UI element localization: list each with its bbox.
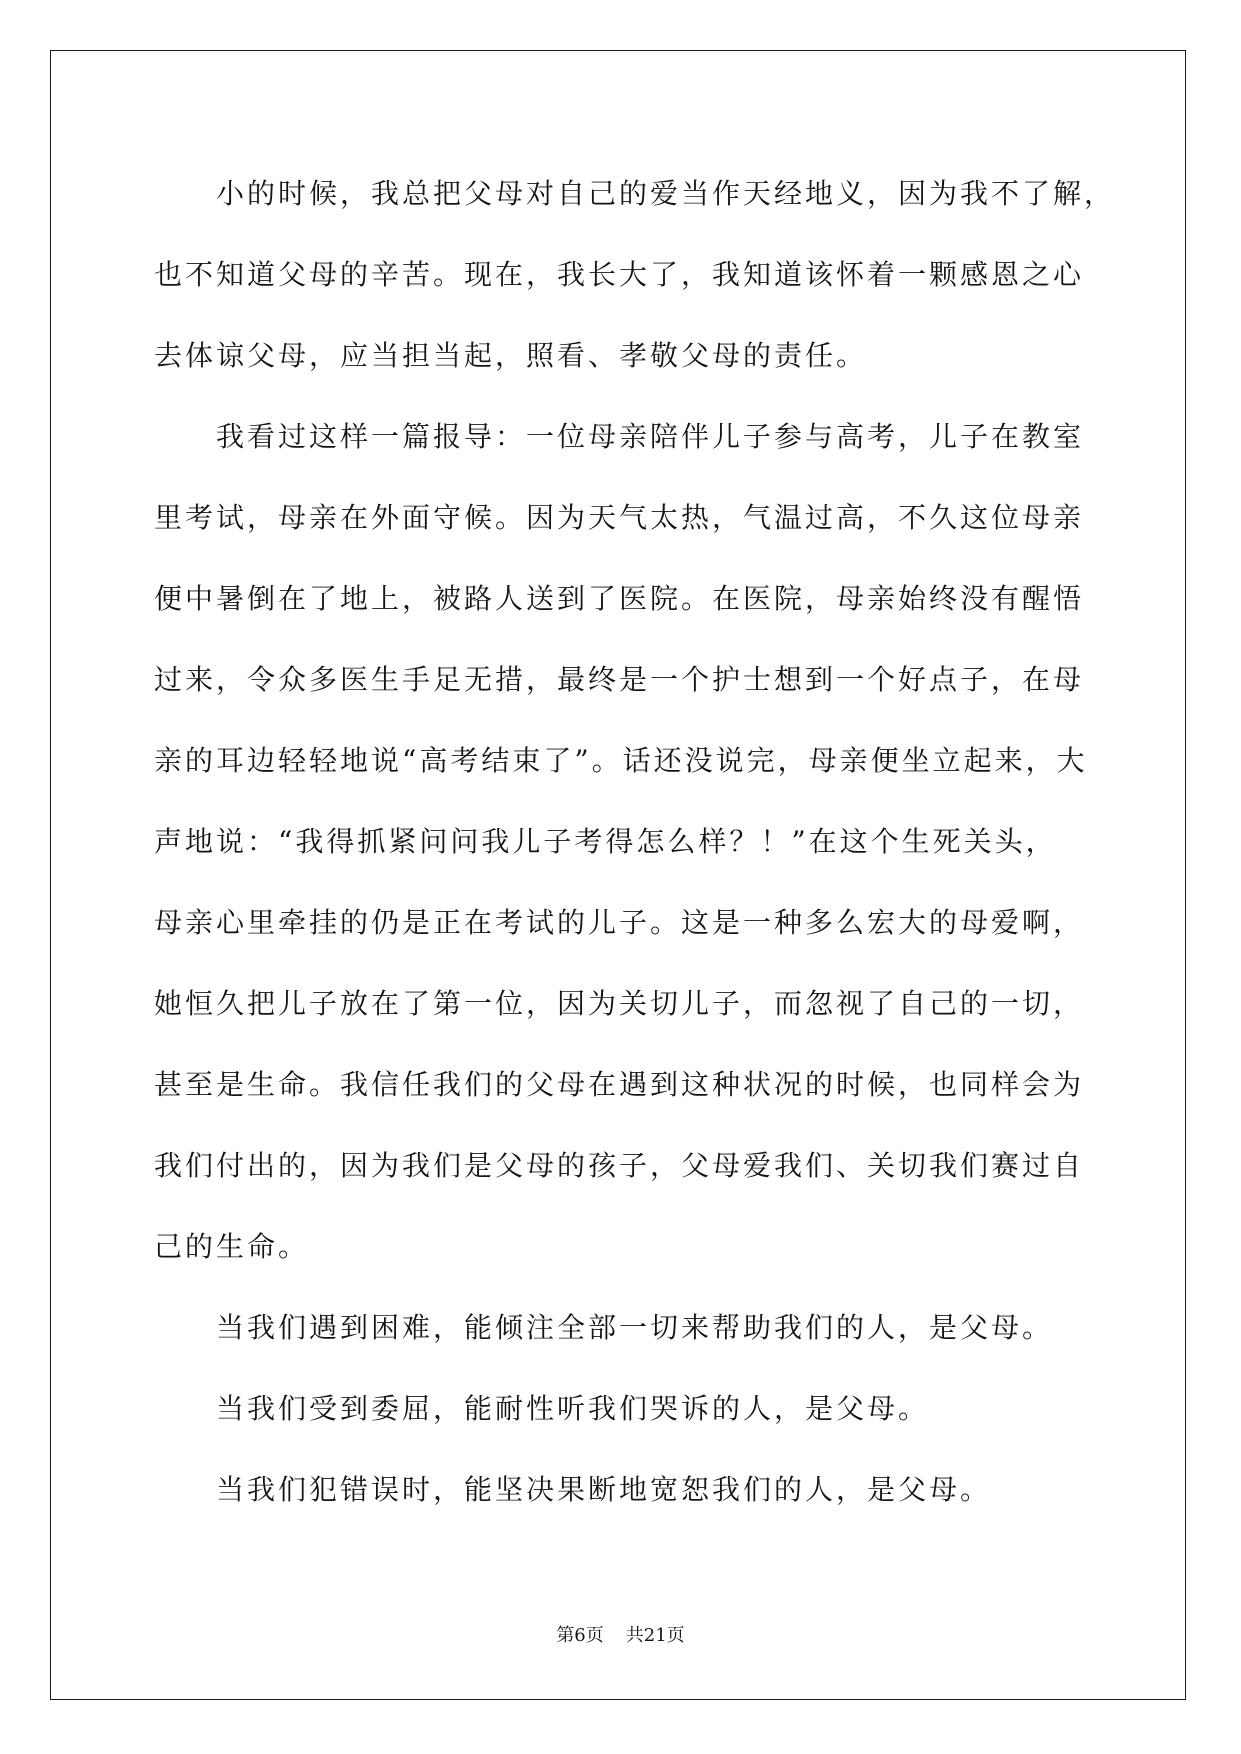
text-line: 声地说：“我得抓紧问问我儿子考得怎么样？！”在这个生死关头， <box>154 825 1057 858</box>
text-line: 我看过这样一篇报导：一位母亲陪伴儿子参与高考，儿子在教室 <box>216 420 1085 453</box>
paragraph <box>154 153 1154 396</box>
text-line: 去体谅父母，应当担当起，照看、孝敬父母的责任。 <box>154 339 868 372</box>
paragraph <box>154 1449 1154 1530</box>
paragraph <box>154 1287 1154 1368</box>
text-line: 母亲心里牵挂的仍是正在考试的儿子。这是一种多么宏大的母爱啊， <box>154 906 1085 939</box>
text-line: 也不知道父母的辛苦。现在，我长大了，我知道该怀着一颗感恩之心 <box>154 258 1085 291</box>
text-line: 我们付出的，因为我们是父母的孩子，父母爱我们、关切我们赛过自 <box>154 1149 1085 1182</box>
document-body <box>154 153 1154 1530</box>
text-line: 便中暑倒在了地上，被路人送到了医院。在医院，母亲始终没有醒悟 <box>154 582 1085 615</box>
text-line: 里考试，母亲在外面守候。因为天气太热，气温过高，不久这位母亲 <box>154 501 1085 534</box>
text-line: 当我们犯错误时，能坚决果断地宽恕我们的人，是父母。 <box>216 1473 992 1506</box>
text-line: 当我们遇到困难，能倾注全部一切来帮助我们的人，是父母。 <box>216 1311 1054 1344</box>
paragraph <box>154 1368 1154 1449</box>
page-footer <box>0 1624 1241 1648</box>
text-line: 她恒久把儿子放在了第一位，因为关切儿子，而忽视了自己的一切， <box>154 987 1085 1020</box>
page-total: 共21页 <box>625 1625 685 1646</box>
page-number: 第6页 <box>556 1625 604 1646</box>
text-line: 亲的耳边轻轻地说“高考结束了”。话还没说完，母亲便坐立起来，大 <box>154 744 1088 777</box>
paragraph <box>154 396 1154 1287</box>
text-line: 过来，令众多医生手足无措，最终是一个护士想到一个好点子，在母 <box>154 663 1085 696</box>
text-line: 小的时候，我总把父母对自己的爱当作天经地义，因为我不了解， <box>216 177 1116 210</box>
text-line: 甚至是生命。我信任我们的父母在遇到这种状况的时候，也同样会为 <box>154 1068 1085 1101</box>
text-line: 己的生命。 <box>154 1230 310 1263</box>
text-line: 当我们受到委屈，能耐性听我们哭诉的人，是父母。 <box>216 1392 930 1425</box>
